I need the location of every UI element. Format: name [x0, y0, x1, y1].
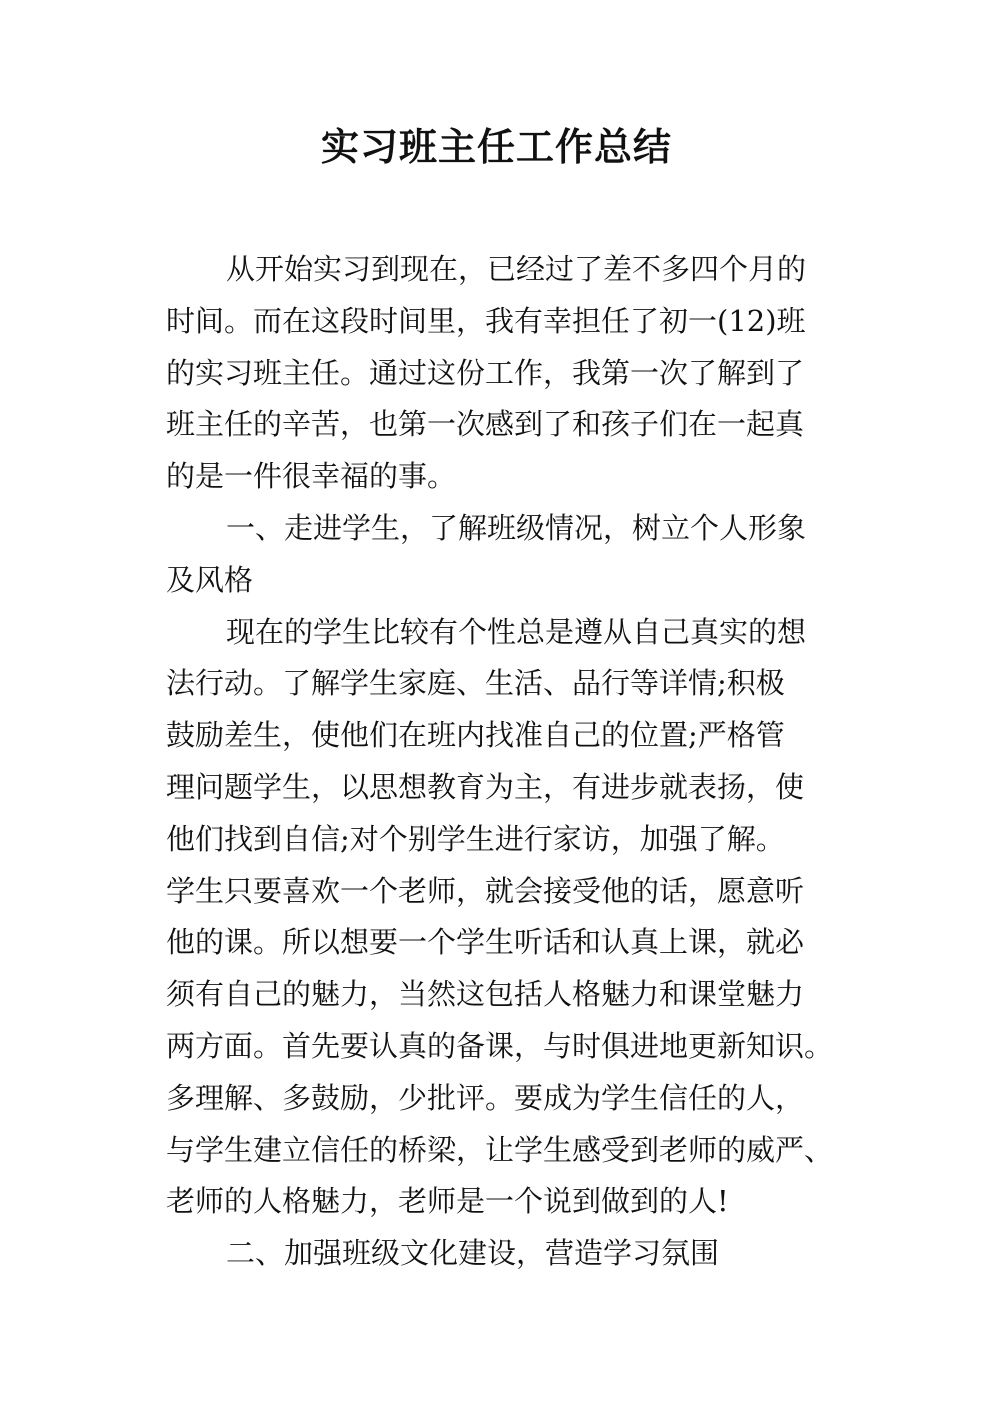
text-line: 的实习班主任。通过这份工作，我第一次了解到了	[166, 355, 805, 390]
section-heading-1: 一、走进学生，了解班级情况，树立个人形象	[226, 510, 807, 545]
text-line: 多理解、多鼓励，少批评。要成为学生信任的人，	[166, 1080, 805, 1115]
text-line: 他们找到自信;对个别学生进行家访，加强了解。	[166, 821, 785, 856]
text-line: 须有自己的魅力，当然这包括人格魅力和课堂魅力	[166, 977, 805, 1012]
page-title: 实习班主任工作总结	[320, 125, 672, 169]
document-body	[166, 244, 846, 1280]
text-line: 现在的学生比较有个性总是遵从自己真实的想	[226, 614, 807, 649]
text-line: 理问题学生，以思想教育为主，有进步就表扬，使	[166, 769, 805, 804]
text-line: 鼓励差生，使他们在班内找准自己的位置;严格管	[166, 718, 785, 753]
text-line: 老师的人格魅力，老师是一个说到做到的人!	[166, 1184, 729, 1219]
text-line: 班主任的辛苦，也第一次感到了和孩子们在一起真	[166, 407, 805, 442]
text-line: 学生只要喜欢一个老师，就会接受他的话，愿意听	[166, 873, 805, 908]
text-line: 两方面。首先要认真的备课，与时俱进地更新知识。	[166, 1028, 834, 1063]
text-line: 法行动。了解学生家庭、生活、品行等详情;积极	[166, 666, 785, 701]
section-heading-1-continued: 及风格	[166, 562, 254, 597]
text-line: 时间。而在这段时间里，我有幸担任了初一(12)班	[166, 303, 806, 338]
text-line: 从开始实习到现在，已经过了差不多四个月的	[226, 252, 807, 286]
section-heading-2: 二、加强班级文化建设，营造学习氛围	[226, 1236, 720, 1271]
text-line: 他的课。所以想要一个学生听话和认真上课，就必	[166, 925, 805, 960]
text-line: 与学生建立信任的桥梁，让学生感受到老师的威严、	[166, 1132, 834, 1167]
text-line: 的是一件很幸福的事。	[166, 459, 457, 494]
